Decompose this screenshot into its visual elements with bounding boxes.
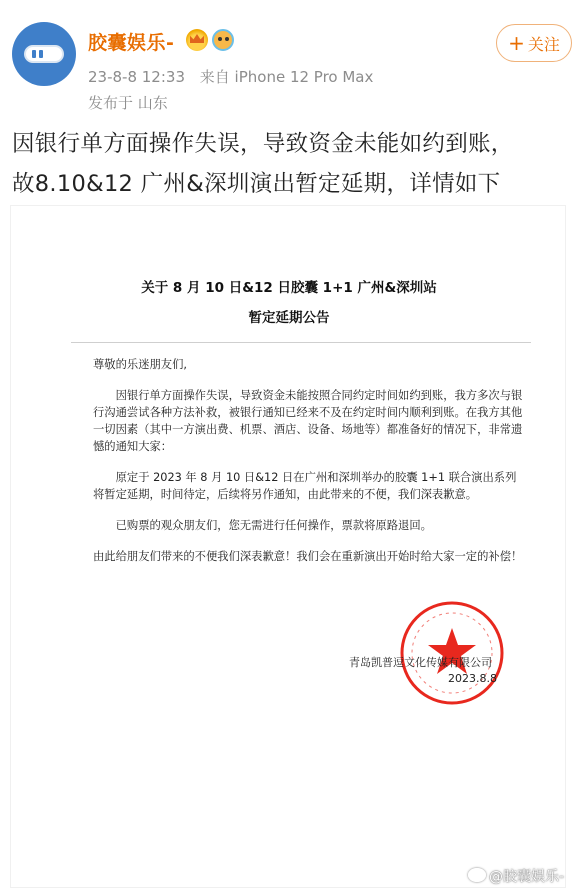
post-text [12,124,568,204]
crown-badge-icon[interactable] [186,29,208,51]
capsule-icon [24,45,64,63]
notice-paragraph: 因银行单方面操作失误，导致资金未能按照合同约定时间如约到账，我方多次与银行沟通尝试各种方法补救，被银行通知已经来不及在约定时间内顺利到账。在我方其他一切因素（其中一方演出费、机票、酒店、设备、场地等）都准备好的情况下，非常遗憾的通知大家： [93,389,523,453]
post-text-line: 故8.10&12 广州&深圳演出暂定延期，详情如下 [12,171,501,197]
notice-divider [71,342,531,343]
post-meta [88,66,373,87]
notice-paragraph: 由此给朋友们带来的不便我们深表歉意！我们会在重新演出开始时给大家一定的补偿！ [93,550,523,563]
notice-greeting: 尊敬的乐迷朋友们, [93,358,187,371]
follow-button[interactable] [496,24,572,62]
follow-label: 关注 [527,34,560,54]
notice-subtitle: 暂定延期公告 [248,310,330,326]
post-source: 来自 iPhone 12 Pro Max [199,68,374,86]
post-image[interactable] [10,205,566,888]
notice-paragraph: 已购票的观众朋友们，您无需进行任何操作，票款将原路退回。 [115,519,432,532]
watermark-text: @胶囊娱乐- [489,869,565,885]
post-header [0,0,574,120]
notice-signature: 青岛凯普逗文化传媒有限公司 [349,656,492,669]
watermark [468,866,564,886]
notice-date: 2023.8.8 [448,672,497,685]
plus-icon: + [508,31,525,55]
fish-badge-icon[interactable] [212,29,234,51]
post-time: 23-8-8 12:33 [88,68,185,86]
company-seal-icon [397,598,507,708]
avatar[interactable] [12,22,76,86]
notice-body [93,356,523,565]
post-text-line: 因银行单方面操作失误，导致资金未能如约到账， [12,131,514,157]
notice-paragraph: 原定于 2023 年 8 月 10 日&12 日在广州和深圳举办的胶囊 1+1 联合演出系列将暂定延期，时间待定，后续将另作通知，由此带来的不便，我们深表歉意。 [93,471,517,501]
post-location: 发布于 山东 [88,94,168,112]
weibo-icon [468,868,486,882]
username[interactable]: 胶囊娱乐- [88,32,175,54]
notice-title: 关于 8 月 10 日&12 日胶囊 1+1 广州&深圳站 [141,280,437,296]
